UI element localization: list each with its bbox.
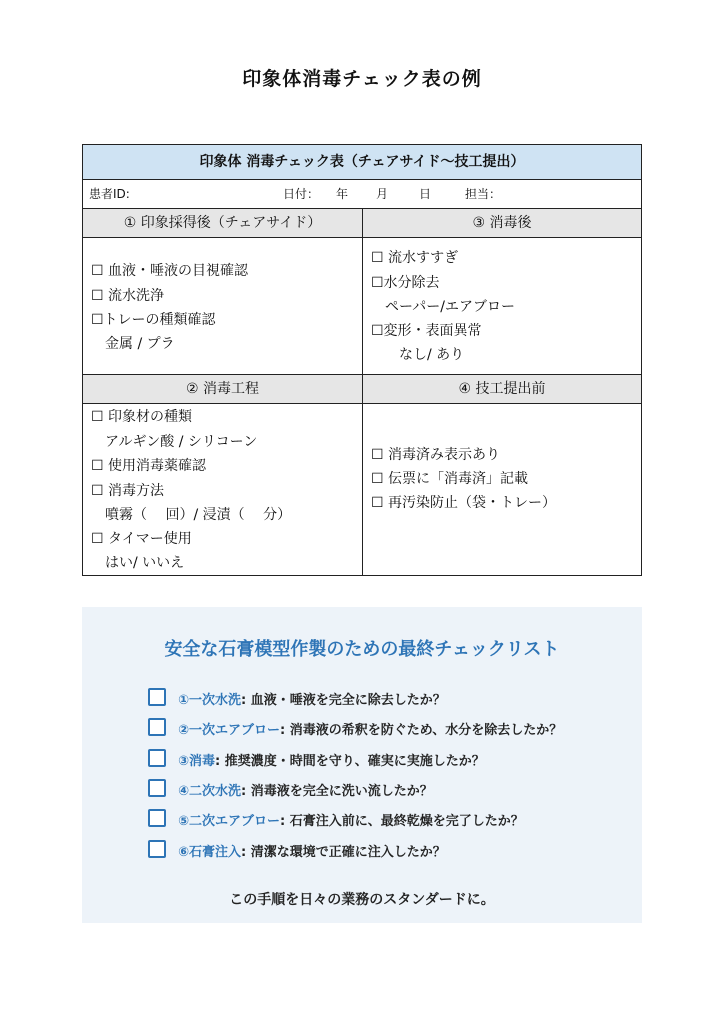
section-3-item: なし/ あり [371,347,465,363]
step-description: : 消毒液の希釈を防ぐため、水分を除去したか？ [280,723,563,738]
final-checklist-panel [82,607,642,923]
section-2-item: はい/ いいえ [91,555,185,571]
month-label: 月 [376,187,389,201]
step-label: ④二次水洗 [178,784,242,799]
column-divider [362,209,363,575]
section-2-title: ② 消毒工程 [83,375,362,404]
checklist-item-text [178,780,433,799]
checklist-item-text [178,719,562,738]
section-3-item: ☐水分除去 [371,275,440,291]
section-2-item: ☐ 印象材の種類 [91,409,193,425]
step-label: ⑤二次エアブロー [178,814,281,829]
section-1-item: 金属 / プラ [91,336,175,352]
section-3-item: ☐ 流水すすぎ [371,250,459,266]
section-3-title: ③ 消毒後 [363,209,641,238]
step-label: ③消毒 [178,754,216,769]
section-4-item: ☐ 伝票に「消毒済」記載 [371,471,529,487]
day-label: 日 [419,187,432,201]
section-2-body [83,404,362,575]
checklist-footer: この手順を日々の業務のスタンダードに。 [229,892,495,908]
section-4-item: ☐ 消毒済み表示あり [371,447,501,463]
section-2-item: 噴霧（ 回）/ 浸漬（ 分） [91,507,292,523]
section-1-title: ① 印象採得後（チェアサイド） [83,209,362,238]
form-header: 印象体 消毒チェック表（チェアサイド〜技工提出） [83,145,641,180]
year-label: 年 [336,187,349,201]
step-label: ②一次エアブロー [178,723,281,738]
step-label: ⑥石膏注入 [178,845,242,860]
checklist-item-text [178,750,485,769]
section-3-item: ペーパー/エアブロー [371,299,516,315]
patient-id-label: 患者ID: [89,187,130,201]
checklist-item-text [178,841,446,860]
disinfection-check-form [82,144,642,576]
checkbox[interactable] [148,718,166,736]
checklist-item-text [178,810,524,829]
section-1-body [83,238,362,374]
date-label: 日付： [283,187,320,201]
step-label: ①一次水洗 [178,693,242,708]
checkbox[interactable] [148,749,166,767]
section-4-title: ④ 技工提出前 [363,375,641,404]
step-description: : 清潔な環境で正確に注入したか？ [241,845,446,860]
section-4-item: ☐ 再汚染防止（袋・トレー） [371,495,557,511]
step-description: : 推奨濃度・時間を守り、確実に実施したか？ [215,754,485,769]
checkbox[interactable] [148,840,166,858]
step-description: : 石膏注入前に、最終乾燥を完了したか？ [280,814,524,829]
page-title: 印象体消毒チェック表の例 [242,68,482,90]
section-1-item: ☐トレーの種類確認 [91,312,216,328]
info-row [83,180,641,209]
step-description: : 消毒液を完全に洗い流したか？ [241,784,433,799]
checkbox[interactable] [148,688,166,706]
checklist-item-text [178,689,446,708]
checkbox[interactable] [148,779,166,797]
staff-label: 担当： [465,187,502,201]
section-4-body [363,404,641,575]
step-description: : 血液・唾液を完全に除去したか？ [241,693,446,708]
section-2-item: ☐ 消毒方法 [91,483,165,499]
section-2-item: ☐ 使用消毒薬確認 [91,458,207,474]
section-3-item: ☐変形・表面異常 [371,323,482,339]
section-1-item: ☐ 血液・唾液の目視確認 [91,263,249,279]
checklist-title: 安全な石膏模型作製のための最終チェックリスト [164,639,560,660]
checkbox[interactable] [148,809,166,827]
section-3-body [363,238,641,374]
section-2-item: アルギン酸 / シリコーン [91,434,258,450]
section-2-item: ☐ タイマー使用 [91,531,192,547]
section-1-item: ☐ 流水洗浄 [91,288,165,304]
